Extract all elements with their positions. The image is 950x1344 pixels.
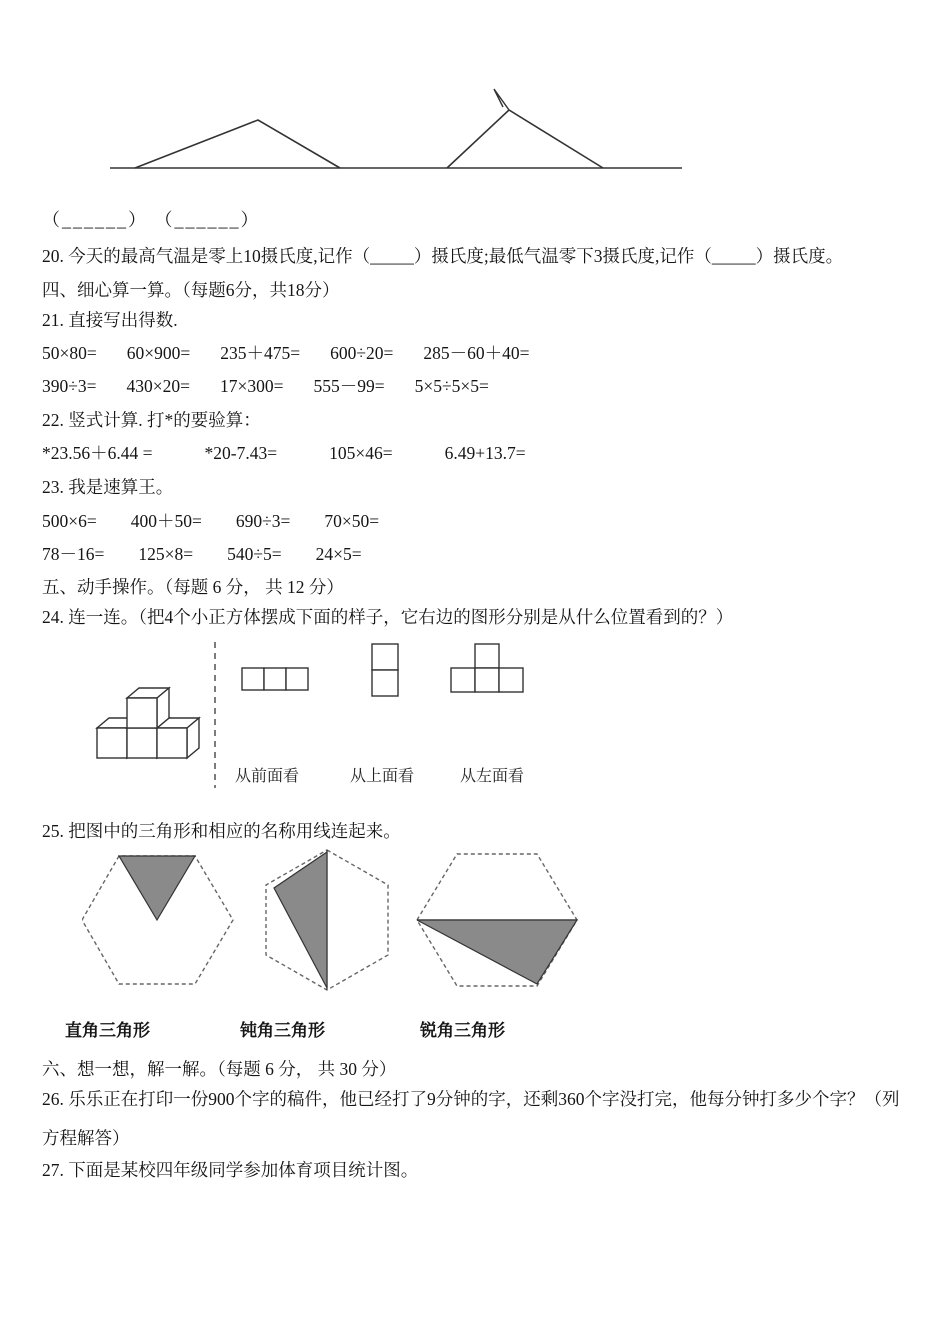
triangle-name-right: 直角三角形 bbox=[65, 1021, 150, 1040]
math-expression: 50×80= bbox=[42, 343, 97, 363]
view-label-front: 从前面看 bbox=[235, 768, 300, 785]
section-four-title: 四、细心算一算。（每题6分，共18分） bbox=[42, 280, 340, 300]
cube-views-figure bbox=[57, 638, 577, 793]
view-label-left: 从左面看 bbox=[460, 768, 525, 785]
math-expression: 6.49+13.7= bbox=[444, 443, 526, 463]
math-expression: 540÷5= bbox=[227, 544, 282, 564]
math-expression: 60×900= bbox=[126, 343, 191, 363]
q21-expressions-row-2 bbox=[42, 373, 908, 399]
math-expression: 125×8= bbox=[138, 544, 194, 564]
math-expression: 24×5= bbox=[315, 544, 362, 564]
question-25-title: 25. 把图中的三角形和相应的名称用线连起来。 bbox=[42, 821, 401, 841]
shaded-triangle-1 bbox=[119, 856, 195, 920]
view-label-top: 从上面看 bbox=[350, 768, 415, 785]
math-expression: 285－60＋40= bbox=[423, 343, 530, 363]
cube-stack-3d bbox=[97, 688, 199, 758]
question-26-line-1: 26. 乐乐正在打印一份900个字的稿件，他已经打了9分钟的字，还剩360个字没打完，他每分钟打多少个字？（列 bbox=[42, 1089, 900, 1109]
math-expression: 600÷20= bbox=[330, 343, 394, 363]
shaded-triangle-2 bbox=[274, 852, 327, 988]
math-expression: 70×50= bbox=[324, 511, 380, 531]
view-top-shape bbox=[372, 644, 398, 696]
math-expression: 555－99= bbox=[313, 376, 385, 396]
section-six-title: 六、想一想，解一解。（每题 6 分， 共 30 分） bbox=[42, 1059, 397, 1079]
question-22-title: 22. 竖式计算. 打*的要验算： bbox=[42, 410, 261, 430]
math-expression: 500×6= bbox=[42, 511, 97, 531]
math-expression: 78－16= bbox=[42, 544, 105, 564]
question-23-title: 23. 我是速算王。 bbox=[42, 477, 174, 497]
right-triangle-apex-mark bbox=[494, 89, 509, 110]
q23-expressions-row-1 bbox=[42, 508, 908, 534]
math-expression: 235＋475= bbox=[220, 343, 301, 363]
math-expression: *23.56＋6.44 = bbox=[42, 443, 153, 463]
math-expression: *20-7.43= bbox=[204, 443, 278, 463]
hexagon-triangles-figure bbox=[82, 848, 642, 998]
triangle-name-obtuse: 钝角三角形 bbox=[240, 1021, 325, 1040]
math-expression: 400＋50= bbox=[130, 511, 202, 531]
question-26-line-2: 方程解答） bbox=[42, 1128, 130, 1148]
triangle-name-acute: 锐角三角形 bbox=[420, 1021, 505, 1040]
question-27-title: 27. 下面是某校四年级同学参加体育项目统计图。 bbox=[42, 1160, 419, 1180]
view-front-shape bbox=[242, 668, 308, 690]
q21-expressions-row-1 bbox=[42, 340, 908, 366]
shaded-triangle-3 bbox=[417, 920, 577, 984]
q23-expressions-row-2 bbox=[42, 541, 908, 567]
left-triangle bbox=[135, 120, 340, 168]
math-expression: 390÷3= bbox=[42, 376, 97, 396]
question-24-title: 24. 连一连。（把4个小正方体摆成下面的样子，它右边的图形分别是从什么位置看到的？） bbox=[42, 607, 734, 627]
answer-blanks: （______） （______） bbox=[42, 210, 261, 230]
question-21-title: 21. 直接写出得数. bbox=[42, 310, 178, 330]
math-expression: 690÷3= bbox=[235, 511, 291, 531]
math-expression: 105×46= bbox=[329, 443, 393, 463]
section-five-title: 五、动手操作。（每题 6 分， 共 12 分） bbox=[42, 577, 344, 597]
triangles-figure bbox=[50, 80, 710, 175]
math-expression: 17×300= bbox=[219, 376, 284, 396]
math-expression: 430×20= bbox=[126, 376, 190, 396]
view-left-shape bbox=[451, 644, 523, 692]
math-expression: 5×5÷5×5= bbox=[414, 376, 489, 396]
question-20: 20. 今天的最高气温是零上10摄氏度,记作（_____）摄氏度;最低气温零下3摄氏度,记作（_____）摄氏度。 bbox=[42, 246, 844, 266]
triangle-name-labels-row bbox=[42, 1016, 908, 1042]
q22-expressions-row bbox=[42, 440, 908, 466]
right-triangle bbox=[447, 110, 603, 168]
